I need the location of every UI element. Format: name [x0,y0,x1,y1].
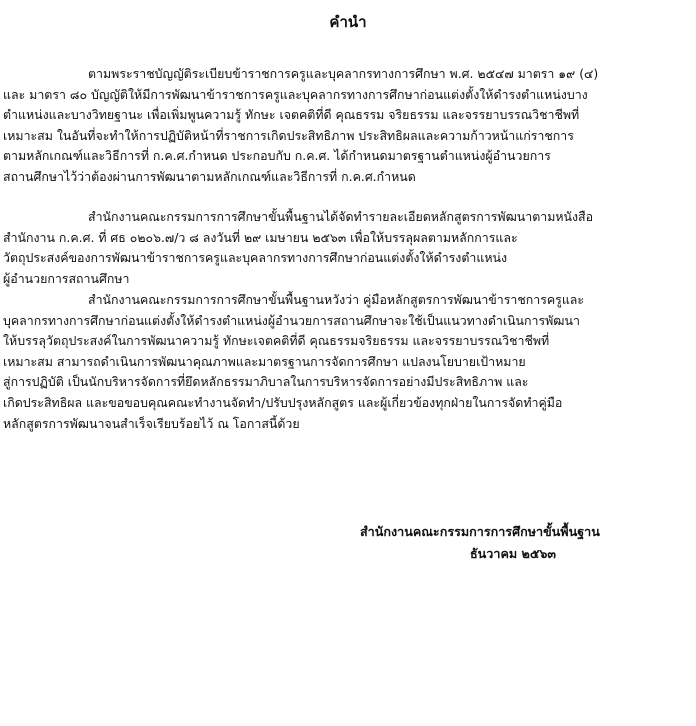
paragraph-1-line-6: สถานศึกษาไว้ว่าต้องผ่านการพัฒนาตามหลักเกณฑ์และวิธีการที่ ก.ค.ศ.กำหนด [3,168,416,184]
paragraph-3-line-7: หลักสูตรการพัฒนาจนสำเร็จเรียบร้อยไว้ ณ โอกาสนี้ด้วย [3,415,300,431]
paragraph-1-line-2: และ มาตรา ๘๐ บัญญัติให้มีการพัฒนาข้าราชการครูและบุคลากรทางการศึกษาก่อนแต่งตั้งให้ดำรงตำแหน่งบาง [3,86,588,102]
paragraph-1-line-5: ตามหลักเกณฑ์และวิธีการที่ ก.ค.ศ.กำหนด ประกอบกับ ก.ค.ศ. ได้กำหนดมาตรฐานตำแหน่งผู้อำนวยการ [3,148,551,164]
paragraph-1-line-1: ตามพระราชบัญญัติระเบียบข้าราชการครูและบุคลากรทางการศึกษา พ.ศ. ๒๕๔๗ มาตรา ๑๙ (๔) [88,66,599,81]
paragraph-2-line-3: วัตถุประสงค์ของการพัฒนาข้าราชการครูและบุคลากรทางการศึกษาก่อนแต่งตั้งให้ดำรงตำแหน่ง [3,250,508,266]
paragraph-1-line-3: ตำแหน่งและบางวิทยฐานะ เพื่อเพิ่มพูนความรู้ ทักษะ เจตคติที่ดี คุณธรรม จริยธรรม และจรรยาบรรณวิชาชีพที่ [3,107,580,123]
paragraph-3 [3,290,653,434]
signature-office: สำนักงานคณะกรรมการการศึกษาขั้นพื้นฐาน [360,524,600,539]
signature-block [360,521,620,565]
page-title: คำนำ [329,13,367,31]
paragraph-3-line-2: บุคลากรทางการศึกษาก่อนแต่งตั้งให้ดำรงตำแหน่งผู้อำนวยการสถานศึกษาจะใช้เป็นแนวทางดำเนินการพัฒนา [3,312,580,328]
paragraph-3-line-5: สู่การปฏิบัติ เป็นนักบริหารจัดการที่ยึดหลักธรรมาภิบาลในการบริหารจัดการอย่างมีประสิทธิภาพ และ [3,374,529,390]
paragraph-2 [3,207,653,289]
paragraph-3-line-4: เหมาะสม สามารถดำเนินการพัฒนาคุณภาพและมาตรฐานการจัดการศึกษา แปลงนโยบายเป้าหมาย [3,353,526,369]
paragraph-2-line-1: สำนักงานคณะกรรมการการศึกษาขั้นพื้นฐานได้จัดทำรายละเอียดหลักสูตรการพัฒนาตามหนังสือ [88,209,594,224]
signature-date: ธันวาคม ๒๕๖๓ [470,546,556,561]
paragraph-3-line-3: ให้บรรลุวัตถุประสงค์ในการพัฒนาความรู้ ทักษะเจตคติที่ดี คุณธรรมจริยธรรม และจรรยาบรรณวิชาชีพที่ [3,333,550,349]
paragraph-2-line-4: ผู้อำนวยการสถานศึกษา [3,270,130,286]
paragraph-2-line-2: สำนักงาน ก.ค.ศ. ที่ ศธ ๐๒๐๖.๗/ว ๘ ลงวันที่ ๒๙ เมษายน ๒๕๖๓ เพื่อให้บรรลุผลตามหลักการและ [3,229,518,245]
paragraph-1-line-4: เหมาะสม ในอันที่จะทำให้การปฏิบัติหน้าที่ราชการเกิดประสิทธิภาพ ประสิทธิผลและความก้าวหน้าแก่ราชการ [3,127,574,143]
paragraph-3-line-6: เกิดประสิทธิผล และขอขอบคุณคณะทำงานจัดทำ/ปรับปรุงหลักสูตร และผู้เกี่ยวข้องทุกฝ่ายในการจัดทำคู่มือ [3,394,563,410]
paragraph-1 [3,64,653,188]
paragraph-3-line-1: สำนักงานคณะกรรมการการศึกษาขั้นพื้นฐานหวังว่า คู่มือหลักสูตรการพัฒนาข้าราชการครูและ [88,292,585,307]
